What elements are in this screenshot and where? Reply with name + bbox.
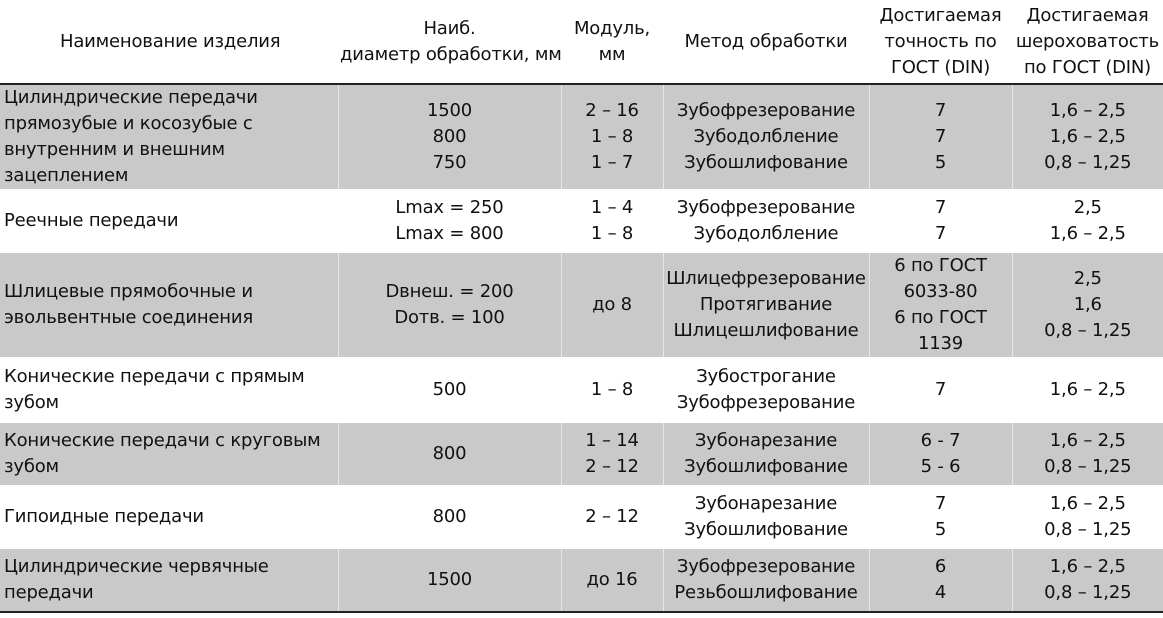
cell-name-line: Цилиндрические передачи — [4, 87, 258, 108]
cell-diameter-line: 750 — [432, 152, 467, 173]
cell-diameter-line: 800 — [432, 443, 467, 464]
cell-method-line: Зубофрезерование — [676, 392, 856, 413]
table-row — [0, 422, 1163, 486]
cell-roughness-line: 2,5 — [1073, 197, 1102, 218]
cell-name-line: эвольвентные соединения — [4, 307, 253, 328]
cell-name — [0, 190, 338, 252]
cell-roughness — [1012, 84, 1163, 190]
cell-roughness — [1012, 190, 1163, 252]
cell-module-line: 2 – 16 — [585, 100, 639, 121]
cell-module — [561, 252, 663, 358]
table-body — [0, 84, 1163, 612]
cell-method-line: Протягивание — [699, 294, 833, 315]
cell-accuracy — [869, 252, 1012, 358]
cell-method-line: Зубонарезание — [694, 430, 838, 451]
cell-name-line: внутренним и внешним — [4, 139, 225, 160]
table-header — [0, 0, 1163, 84]
cell-module-line: 1 – 8 — [590, 223, 634, 244]
cell-name — [0, 548, 338, 612]
cell-module — [561, 190, 663, 252]
cell-method — [663, 252, 869, 358]
cell-diameter-line: 1500 — [426, 569, 472, 590]
header-module: Модуль, мм — [561, 0, 663, 84]
cell-diameter — [338, 548, 561, 612]
cell-diameter-line: Dотв. = 100 — [394, 307, 505, 328]
cell-method-line: Зубострогание — [696, 366, 836, 387]
cell-diameter-line: Lmax = 250 — [395, 197, 504, 218]
cell-module-line: 1 – 14 — [585, 430, 639, 451]
cell-method-line: Шлицешлифование — [673, 320, 859, 341]
cell-method — [663, 190, 869, 252]
cell-diameter — [338, 252, 561, 358]
cell-module — [561, 358, 663, 422]
cell-accuracy-line: 6 — [934, 556, 947, 577]
cell-roughness — [1012, 486, 1163, 548]
cell-method-line: Зубонарезание — [694, 493, 838, 514]
cell-module — [561, 548, 663, 612]
cell-accuracy-line: 5 - 6 — [920, 456, 961, 477]
cell-accuracy-line: 7 — [934, 100, 947, 121]
cell-method — [663, 422, 869, 486]
cell-method-line: Зубошлифование — [684, 456, 848, 477]
header-diameter: Наиб. диаметр обработки, мм — [338, 0, 561, 84]
cell-accuracy-line: 5 — [934, 519, 947, 540]
table-row — [0, 190, 1163, 252]
cell-accuracy-line: 7 — [934, 379, 947, 400]
cell-accuracy-line: 7 — [934, 197, 947, 218]
cell-module-line: до 8 — [592, 294, 632, 315]
header-row — [0, 0, 1163, 84]
cell-accuracy-line: 4 — [934, 582, 947, 603]
cell-name-line: передачи — [4, 582, 94, 603]
cell-roughness-line: 0,8 – 1,25 — [1044, 456, 1132, 477]
cell-diameter-line: 1500 — [426, 100, 472, 121]
cell-name — [0, 84, 338, 190]
cell-module-line: 1 – 8 — [590, 126, 634, 147]
cell-module-line: до 16 — [586, 569, 638, 590]
cell-name — [0, 358, 338, 422]
cell-roughness — [1012, 422, 1163, 486]
cell-method-line: Зубофрезерование — [676, 556, 856, 577]
cell-accuracy — [869, 486, 1012, 548]
cell-accuracy-line: 7 — [934, 493, 947, 514]
table-row — [0, 84, 1163, 190]
cell-method — [663, 358, 869, 422]
cell-accuracy-line: 7 — [934, 223, 947, 244]
cell-accuracy — [869, 422, 1012, 486]
cell-module — [561, 486, 663, 548]
cell-name-line: прямозубые и косозубые с — [4, 113, 253, 134]
cell-roughness-line: 1,6 – 2,5 — [1049, 493, 1126, 514]
cell-roughness-line: 0,8 – 1,25 — [1044, 519, 1132, 540]
cell-diameter-line: Dвнеш. = 200 — [385, 281, 514, 302]
cell-module-line: 2 – 12 — [585, 506, 639, 527]
cell-name — [0, 422, 338, 486]
cell-diameter — [338, 358, 561, 422]
cell-accuracy — [869, 548, 1012, 612]
cell-name — [0, 252, 338, 358]
cell-name-line: зубом — [4, 456, 59, 477]
header-accuracy: Достигаемая точность по ГОСТ (DIN) — [869, 0, 1012, 84]
cell-accuracy — [869, 84, 1012, 190]
cell-roughness-line: 0,8 – 1,25 — [1044, 152, 1132, 173]
cell-name-line: зубом — [4, 392, 59, 413]
cell-accuracy-line: 7 — [934, 126, 947, 147]
cell-name-line: Конические передачи с круговым — [4, 430, 321, 451]
cell-name — [0, 486, 338, 548]
cell-method-line: Резьбошлифование — [674, 582, 858, 603]
cell-name-line: Шлицевые прямобочные и — [4, 281, 253, 302]
cell-method — [663, 84, 869, 190]
cell-roughness-line: 2,5 — [1073, 268, 1102, 289]
cell-diameter-line: Lmax = 800 — [395, 223, 504, 244]
table-row — [0, 548, 1163, 612]
cell-diameter-line: 800 — [432, 506, 467, 527]
cell-method — [663, 548, 869, 612]
cell-diameter — [338, 422, 561, 486]
cell-roughness-line: 1,6 – 2,5 — [1049, 379, 1126, 400]
cell-name-line: зацеплением — [4, 165, 129, 186]
cell-accuracy — [869, 190, 1012, 252]
cell-method-line: Шлицефрезерование — [666, 268, 866, 289]
cell-module-line: 1 – 4 — [590, 197, 634, 218]
cell-roughness — [1012, 548, 1163, 612]
cell-method-line: Зубошлифование — [684, 152, 848, 173]
cell-method-line: Зубофрезерование — [676, 197, 856, 218]
cell-roughness-line: 0,8 – 1,25 — [1044, 582, 1132, 603]
cell-accuracy-line: 6 по ГОСТ — [894, 255, 987, 276]
cell-diameter-line: 800 — [432, 126, 467, 147]
cell-diameter — [338, 486, 561, 548]
cell-accuracy-line: 5 — [934, 152, 947, 173]
cell-method-line: Зубофрезерование — [676, 100, 856, 121]
cell-method-line: Зубошлифование — [684, 519, 848, 540]
cell-method-line: Зубодолбление — [693, 223, 839, 244]
cell-diameter — [338, 190, 561, 252]
cell-accuracy-line: 6 - 7 — [920, 430, 961, 451]
cell-name-line: Реечные передачи — [4, 210, 179, 231]
cell-module-line: 1 – 7 — [590, 152, 634, 173]
cell-accuracy — [869, 358, 1012, 422]
cell-roughness-line: 1,6 – 2,5 — [1049, 556, 1126, 577]
cell-name-line: Гипоидные передачи — [4, 506, 204, 527]
table-row — [0, 486, 1163, 548]
cell-roughness-line: 1,6 – 2,5 — [1049, 223, 1126, 244]
cell-roughness-line: 1,6 – 2,5 — [1049, 100, 1126, 121]
cell-roughness — [1012, 252, 1163, 358]
cell-name-line: Цилиндрические червячные — [4, 556, 269, 577]
cell-roughness — [1012, 358, 1163, 422]
cell-module-line: 2 – 12 — [585, 456, 639, 477]
cell-method-line: Зубодолбление — [693, 126, 839, 147]
table-row — [0, 358, 1163, 422]
cell-module — [561, 84, 663, 190]
cell-method — [663, 486, 869, 548]
cell-accuracy-line: 1139 — [917, 333, 963, 354]
cell-roughness-line: 1,6 — [1073, 294, 1102, 315]
header-name: Наименование изделия — [0, 0, 338, 84]
cell-name-line: Конические передачи с прямым — [4, 366, 305, 387]
cell-accuracy-line: 6 по ГОСТ — [894, 307, 987, 328]
cell-accuracy-line: 6033-80 — [903, 281, 978, 302]
table-row — [0, 252, 1163, 358]
cell-roughness-line: 1,6 – 2,5 — [1049, 430, 1126, 451]
cell-roughness-line: 1,6 – 2,5 — [1049, 126, 1126, 147]
cell-roughness-line: 0,8 – 1,25 — [1044, 320, 1132, 341]
cell-module-line: 1 – 8 — [590, 379, 634, 400]
cell-diameter-line: 500 — [432, 379, 467, 400]
header-roughness: Достигаемая шероховатость по ГОСТ (DIN) — [1012, 0, 1163, 84]
cell-diameter — [338, 84, 561, 190]
header-method: Метод обработки — [663, 0, 869, 84]
cell-module — [561, 422, 663, 486]
